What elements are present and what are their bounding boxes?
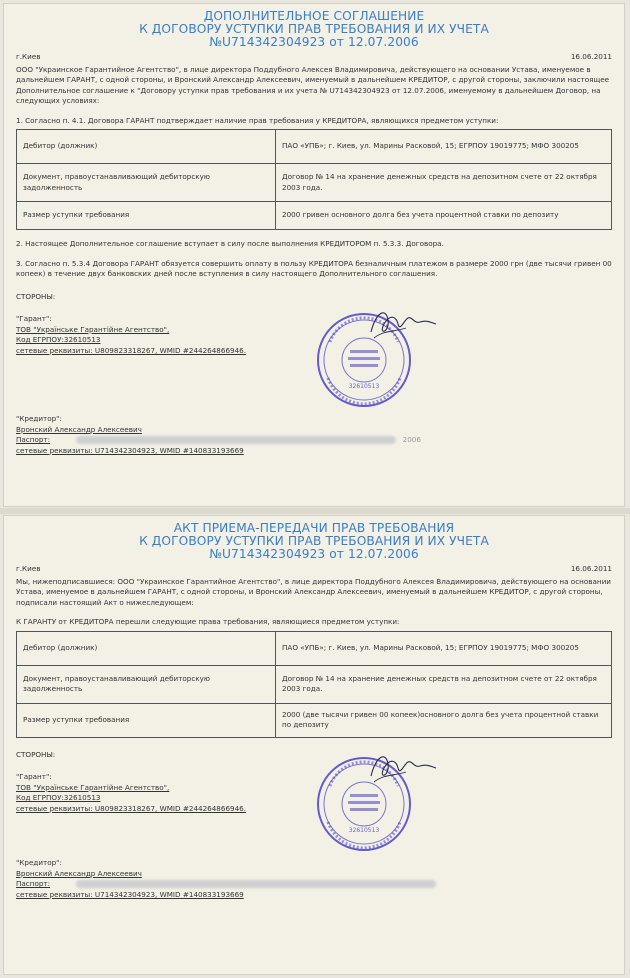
garant-block [16, 772, 612, 858]
date: 16.06.2011 [570, 564, 612, 573]
table-row [17, 703, 612, 737]
title-line: ДОПОЛНИТЕЛЬНОЕ СОГЛАШЕНИЕ [203, 9, 425, 23]
garant-code: Код ЕГРПОУ:32610513 [16, 793, 101, 802]
kreditor-net: сетевые реквизиты: U714342304923, WMID #140833193669 [16, 445, 244, 455]
kreditor-passport-row [16, 879, 612, 890]
document-title [16, 10, 612, 49]
clause-3: 3. Согласно п. 5.3.4 Договора ГАРАНТ обязуется совершить оплату в пользу КРЕДИТОРА безналичным платежом в размере 2000 грн (две тысячи гривен 00 копеек) в течение двух банковских дней после вступления в силу настоящего Дополнительного соглашения. [16, 258, 612, 278]
garant-net: сетевые реквизиты: U809823318267, WMID #244264866946. [16, 803, 247, 813]
table-cell: ПАО «УПБ»; г. Киев, ул. Марины Расковой, 15; ЕГРПОУ 19019775; МФО 300205 [276, 631, 612, 665]
passport-label: Паспорт: [16, 435, 51, 444]
table-cell: Размер уступки требования [17, 202, 276, 230]
table-cell: Размер уступки требования [17, 703, 276, 737]
redacted-area [76, 880, 436, 888]
garant-label: "Гарант": [16, 772, 52, 781]
kreditor-net-row [16, 890, 612, 901]
table-row [17, 164, 612, 202]
table-cell: Договор № 14 на хранение денежных средств на депозитном счете от 22 октября 2003 года. [276, 665, 612, 703]
title-line: К ДОГОВОРУ УСТУПКИ ПРАВ ТРЕБОВАНИЯ И ИХ УЧЕТА [139, 22, 489, 36]
title-line: АКТ ПРИЕМА-ПЕРЕДАЧИ ПРАВ ТРЕБОВАНИЯ [173, 521, 455, 535]
clause-1: 1. Согласно п. 4.1. Договора ГАРАНТ подтверждает наличие прав требования у КРЕДИТОРА, являющихся предметом уступки: [16, 115, 499, 125]
redacted-area [76, 436, 396, 444]
kreditor-name: Вронский Александр Алексеевич [16, 424, 142, 434]
title-line: К ДОГОВОРУ УСТУПКИ ПРАВ ТРЕБОВАНИЯ И ИХ УЧЕТА [139, 534, 489, 548]
clause-1: К ГАРАНТУ от КРЕДИТОРА перешли следующие права требования, являющиеся предметом уступки: [16, 617, 400, 626]
company-seal-stamp [316, 302, 446, 412]
passport-label: Паспорт: [16, 879, 51, 888]
rights-table [16, 631, 612, 738]
table-cell: Дебитор (должник) [17, 130, 276, 164]
garant-code: Код ЕГРПОУ:32610513 [16, 335, 101, 344]
table-cell: ПАО «УПБ»; г. Киев, ул. Марины Расковой, 15; ЕГРПОУ 19019775; МФО 300205 [276, 130, 612, 164]
table-cell: Договор № 14 на хранение денежных средств на депозитном счете от 22 октября 2003 года. [276, 164, 612, 202]
svg-text:32610513: 32610513 [348, 827, 380, 834]
clause-2: 2. Настоящее Дополнительное соглашение вступает в силу после выполнения КРЕДИТОРОМ п. 5.3.3. Договора. [16, 239, 444, 248]
table-row [17, 202, 612, 230]
table-cell: Документ, правоустанавливающий дебиторскую задолженность [17, 665, 276, 703]
table-cell: Дебитор (должник) [17, 631, 276, 665]
table-cell: Документ, правоустанавливающий дебиторскую задолженность [17, 164, 276, 202]
kreditor-net: сетевые реквизиты: U714342304923, WMID #140833193669 [16, 889, 244, 899]
kreditor-block [16, 858, 612, 900]
passport-tail: 2006 [402, 435, 421, 444]
title-line: №U714342304923 от 12.07.2006 [209, 547, 419, 561]
garant-net: сетевые реквизиты: U809823318267, WMID #244264866946. [16, 345, 247, 355]
date: 16.06.2011 [570, 52, 612, 61]
title-line: №U714342304923 от 12.07.2006 [209, 35, 419, 49]
kreditor-block [16, 414, 612, 456]
city: г.Киев [16, 564, 41, 573]
table-row [17, 631, 612, 665]
intro-paragraph: Мы, нижеподписавшиеся: ООО "Украинское Гарантийное Агентство", в лице директора Поддубного Алексея Владимировича, действующего на основании Устава, именуемое в дальнейшем ГАРАНТ, с одной стороны, и Вронский Александр Алексеевич, именуемый в дальнейшем КРЕДИТОР, с другой стороны, подписали настоящий Акт о нижеследующем: [16, 576, 611, 607]
kreditor-label: "Кредитор": [16, 414, 62, 423]
table-row [17, 665, 612, 703]
city: г.Киев [16, 52, 41, 61]
document-separator [0, 508, 630, 514]
sides-heading: СТОРОНЫ: [16, 749, 56, 759]
kreditor-net-row [16, 446, 612, 457]
rights-table [16, 129, 612, 230]
garant-name: ТОВ "Українське Гарантійне Агентство", [16, 782, 170, 792]
place-date-row [16, 52, 612, 63]
company-seal-stamp [316, 746, 446, 856]
table-cell: 2000 гривен основного долга без учета процентной ставки по депозиту [276, 202, 612, 230]
kreditor-label: "Кредитор": [16, 858, 62, 867]
transfer-act [3, 515, 625, 975]
supplementary-agreement [3, 3, 625, 507]
table-row [17, 130, 612, 164]
garant-label: "Гарант": [16, 314, 52, 323]
garant-block [16, 314, 612, 414]
document-title [16, 522, 612, 561]
intro-paragraph: ООО "Украинское Гарантийное Агентство", в лице директора Поддубного Алексея Владимировича, действующего на основании Устава, именуемое в дальнейшем ГАРАНТ, с одной стороны, и Вронский Александр Алексеевич, именуемый в дальнейшем КРЕДИТОР, с другой стороны, заключили настоящее Дополнительное соглашение к "Договору уступки прав требования и их учета № U714342304923 от 12.07.2006, именуемому в дальнейшем Договор, на следующих условиях: [16, 64, 610, 105]
sides-heading: СТОРОНЫ: [16, 291, 56, 301]
svg-text:32610513: 32610513 [348, 383, 380, 390]
place-date-row [16, 564, 612, 575]
kreditor-passport-row [16, 435, 612, 446]
kreditor-name: Вронский Александр Алексеевич [16, 868, 142, 878]
garant-name: ТОВ "Українське Гарантійне Агентство", [16, 324, 170, 334]
table-cell: 2000 (две тысячи гривен 00 копеек)основного долга без учета процентной ставки по депозиту [276, 703, 612, 737]
